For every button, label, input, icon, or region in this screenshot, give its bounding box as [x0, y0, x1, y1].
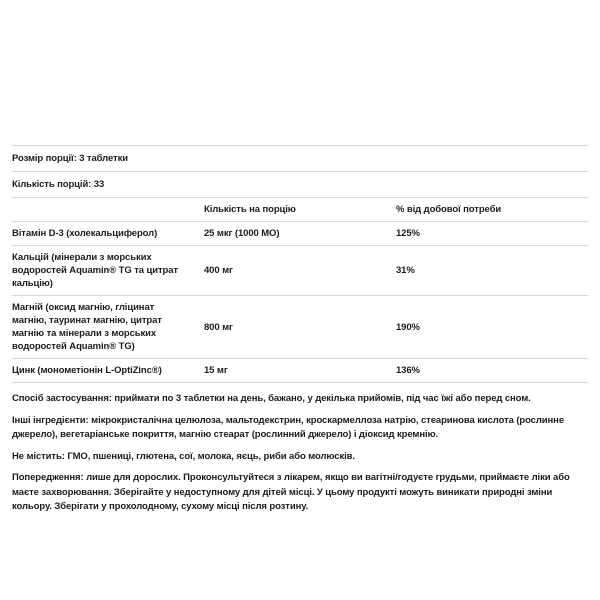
nutrient-row-magnesium [12, 296, 588, 359]
allergen-free-paragraph: Не містить: ГМО, пшениці, глютена, сої, молока, яєць, риби або молюсків. [12, 450, 355, 462]
serving-size-row [12, 146, 588, 172]
servings-count-value: 33 [93, 179, 105, 190]
usage-paragraph: Спосіб застосування: приймати по 3 таблетки на день, бажано, у декілька прийомів, під час їжі або перед сном. [12, 393, 531, 404]
nutrient-row-vitamin-d3 [12, 222, 588, 246]
header-empty-cell [12, 198, 204, 222]
serving-size-text [12, 146, 588, 172]
nutrient-row-calcium [12, 246, 588, 296]
nutrient-daily-value: 136% [396, 359, 588, 383]
nutrient-amount: 400 мг [204, 246, 396, 296]
nutrient-amount: 15 мг [204, 359, 396, 383]
servings-count-text [12, 172, 588, 198]
header-daily-value: % від добової потреби [396, 198, 588, 222]
nutrient-daily-value: 190% [396, 296, 588, 359]
warnings-paragraph: Попередження: лише для дорослих. Проконсультуйтеся з лікарем, якщо ви вагітні/годуєте грудьми, приймаєте ліки або маєте захворювання. Зберігайте у недоступному для дітей місці. У цьому продукті можуть виникати природні зміни кольору. Зберігати у прохолодному, сухому місці після розтину. [12, 472, 570, 512]
nutrient-name: Магній (оксид магнію, гліцинат магнію, тауринат магнію, цитрат магнію та мінерали з морських водоростей Aquamin® TG) [12, 296, 204, 359]
serving-size-value: 3 таблетки [79, 153, 128, 164]
other-ingredients-paragraph: Інші інгредієнти: мікрокристалічна целюлоза, мальтодекстрин, кроскармеллоза натрію, стеаринова кислота (рослинне джерело), вегетаріанське покриття, магнію стеарат (рослинний джерело) і діоксид кремнію. [12, 414, 565, 440]
nutrient-daily-value: 125% [396, 222, 588, 246]
nutrient-daily-value: 31% [396, 246, 588, 296]
table-header-row [12, 198, 588, 222]
nutrient-amount: 25 мкг (1000 МО) [204, 222, 396, 246]
nutrient-amount: 800 мг [204, 296, 396, 359]
info-paragraphs [12, 392, 588, 515]
nutrient-row-zinc [12, 359, 588, 383]
serving-size-label: Розмір порції: [12, 153, 77, 164]
servings-count-label: Кількість порцій: [12, 179, 92, 190]
nutrient-name: Цинк (монометіонін L-OptiZinc®) [12, 359, 204, 383]
servings-count-row [12, 172, 588, 198]
nutrient-name: Вітамін D-3 (холекальциферол) [12, 222, 204, 246]
nutrition-table [12, 145, 588, 383]
header-amount: Кількість на порцію [204, 198, 396, 222]
nutrient-name: Кальцій (мінерали з морських водоростей Aquamin® TG та цитрат кальцію) [12, 246, 204, 296]
